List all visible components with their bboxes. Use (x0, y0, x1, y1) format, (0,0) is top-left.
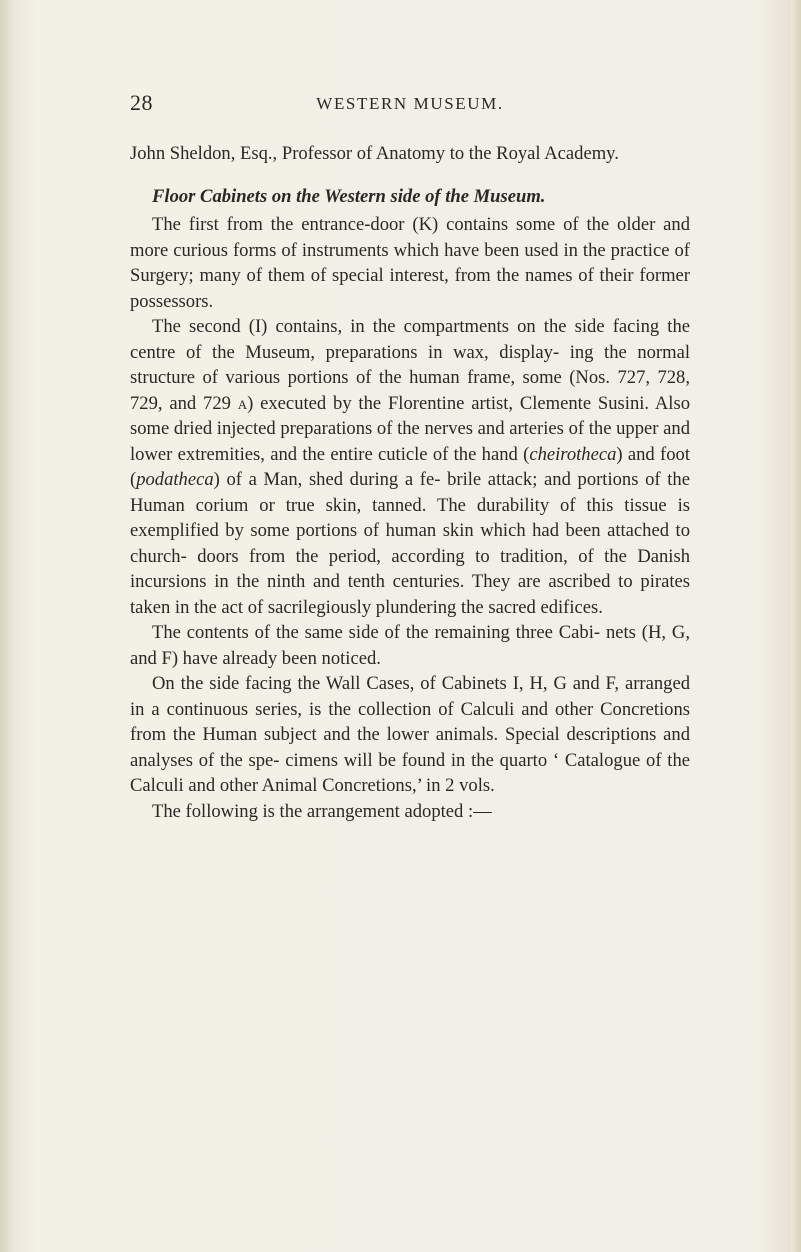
latin-term-podatheca: podatheca (136, 469, 214, 490)
paragraph-text: ) and foot ( (130, 443, 690, 490)
page-body (130, 141, 690, 824)
paragraph-second-cabinet (130, 314, 690, 620)
page-header (130, 90, 690, 122)
page-gutter (0, 0, 14, 1252)
paragraph-arrangement: The following is the arrangement adopted :— (152, 800, 492, 822)
latin-term-cheirotheca: cheirotheca (529, 443, 617, 465)
page-number: 28 (130, 90, 153, 115)
paragraph-text: ) of a Man, shed during a fe- brile attack; and portions of the Human corium or true skin, tanned. The durability of this tissue is exemplified by some portions of human skin which had been attached to church- doors from the period, according to tradition, of the Danish incursions in the ninth and tenth centuries. They are ascribed to pirates taken in the act of sacrilegiously plundering the sacred edifices. (130, 469, 690, 618)
running-title: WESTERN MUSEUM. (316, 94, 504, 113)
paragraph-first-cabinet: The first from the entrance-door (K) contains some of the older and more curious forms of instruments which have been used in the practice of Surgery; many of them of special interest, from the names of their former possessors. (130, 214, 690, 312)
paragraph-calculi-collection: On the side facing the Wall Cases, of Cabinets I, H, G and F, arranged in a continuous series, is the collection of Calculi and other Concretions from the Human subject and the lower animals. Special descriptions and analyses of the spe- cimens will be found in the quarto ‘ Catalogue of the Calculi and other Animal Concretions,’ in 2 vols. (130, 673, 690, 796)
section-heading: Floor Cabinets on the Western side of the Museum. (152, 185, 546, 207)
paragraph-remaining-cabinets: The contents of the same side of the remaining three Cabi- nets (H, G, and F) have already been noticed. (130, 622, 690, 669)
paragraph-text: The second (I) contains, in the compartments on the side facing the centre of the Museum, preparations in wax, display- ing the normal structure of various portions of the human frame, some (Nos. 727, 728, 729, and 729 (130, 316, 690, 414)
intro-paragraph: John Sheldon, Esq., Professor of Anatomy to the Royal Academy. (130, 143, 619, 164)
specimen-suffix: a (237, 392, 248, 414)
paragraph-text: ) executed by the Florentine artist, Clemente Susini. Also some dried injected preparations of the nerves and arteries of the upper and lower extremities, and the entire cuticle of the hand ( (130, 392, 690, 465)
page-edge (791, 0, 801, 1252)
